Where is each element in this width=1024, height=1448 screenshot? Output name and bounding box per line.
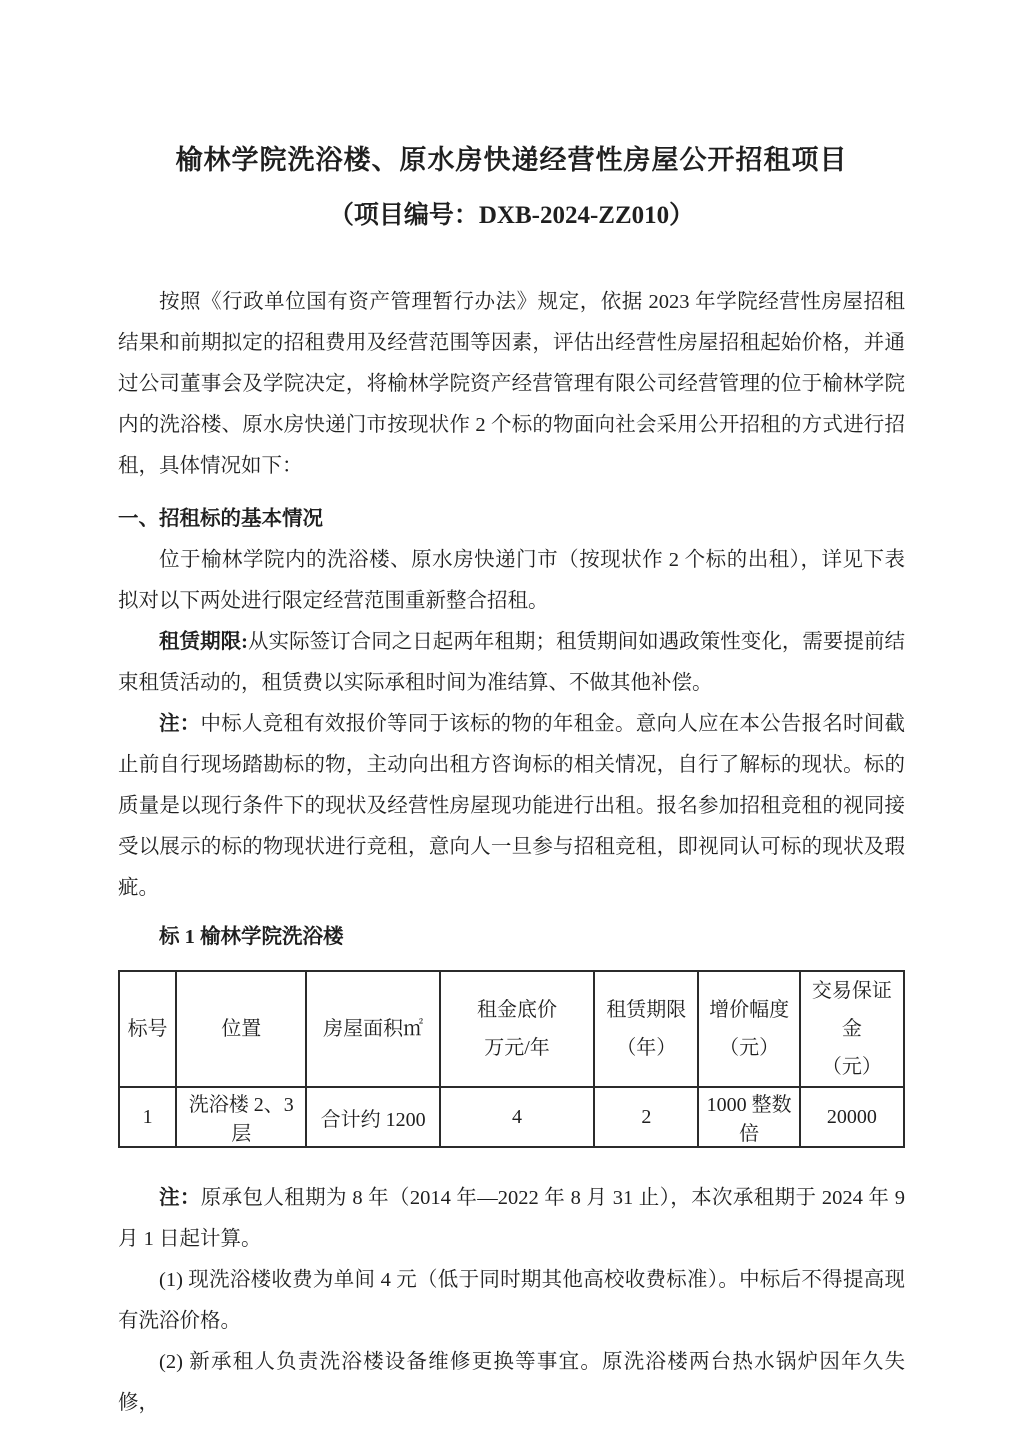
lease-term-label: 租赁期限: <box>159 631 248 653</box>
cell-location: 洗浴楼 2、3 层 <box>176 1087 306 1147</box>
col-header-line: 租金底价 <box>476 999 557 1021</box>
cell-lot-number: 1 <box>119 1087 176 1147</box>
col-header-line: 交易保证金 <box>811 980 892 1040</box>
cell-floor-area: 合计约 1200 <box>306 1087 439 1147</box>
lot1-heading: 标 1 榆林学院洗浴楼 <box>159 926 344 948</box>
col-header-lot-number <box>119 971 176 1087</box>
col-header-lease-term <box>594 971 698 1087</box>
col-header-location <box>176 971 306 1087</box>
col-header-line: （元） <box>719 1037 780 1059</box>
lease-term-paragraph <box>118 622 905 704</box>
col-header-line: 租赁期限 <box>606 999 687 1021</box>
cell-lease-term: 2 <box>594 1087 698 1147</box>
intro-paragraph: 按照《行政单位国有资产管理暂行办法》规定，依据 2023 年学院经营性房屋招租结果和前期拟定的招租费用及经营范围等因素，评估出经营性房屋招租起始价格，并通过公司董事会及学院决定，将榆林学院资产经营管理有限公司经营管理的位于榆林学院内的洗浴楼、原水房快递门市按现状作 2 个标的物面向社会采用公开招租的方式进行招租，具体情况如下： <box>118 291 905 477</box>
doc-title: 榆林学院洗浴楼、原水房快递经营性房屋公开招租项目 <box>175 145 848 175</box>
lot1-note-item-2: (2) 新承租人负责洗浴楼设备维修更换等事宜。原洗浴楼两台热水锅炉因年久失修， <box>118 1351 905 1414</box>
table-row <box>119 1087 904 1147</box>
col-header-bid-increment <box>698 971 799 1087</box>
lot1-table-header <box>119 971 904 1087</box>
col-header-line: （元） <box>821 1056 882 1078</box>
col-header-line: 增价幅度 <box>709 999 790 1021</box>
lot1-note-text: 原承包人租期为 8 年（2014 年—2022 年 8 月 31 止），本次承租期于 2024 年 9 月 1 日起计算。 <box>118 1187 905 1250</box>
section1-note-paragraph <box>118 704 905 909</box>
col-header-line: 房屋面积㎡ <box>323 1018 424 1040</box>
lot1-note-item-1: (1) 现洗浴楼收费为单间 4 元（低于同时期其他高校收费标准）。中标后不得提高现有洗浴价格。 <box>118 1269 905 1332</box>
section1-note-text: 中标人竞租有效报价等同于该标的物的年租金。意向人应在本公告报名时间截止前自行现场踏勘标的物，主动向出租方咨询标的相关情况，自行了解标的现状。标的质量是以现行条件下的现状及经营性房屋现功能进行出租。报名参加招租竞租的视同接受以展示的标的物现状进行竞租，意向人一旦参与招租竞租，即视同认可标的现状及瑕疵。 <box>118 713 906 899</box>
lot1-note-label: 注： <box>159 1187 201 1209</box>
col-header-line: 万元/年 <box>484 1037 550 1059</box>
col-header-base-rent <box>440 971 594 1087</box>
lease-term-text: 从实际签订合同之日起两年租期；租赁期间如遇政策性变化，需要提前结束租赁活动的，租赁费以实际承租时间为准结算、不做其他补偿。 <box>118 631 906 694</box>
cell-deposit: 20000 <box>800 1087 904 1147</box>
col-header-floor-area <box>306 971 439 1087</box>
doc-subtitle: （项目编号：DXB-2024-ZZ010） <box>328 202 695 229</box>
col-header-deposit <box>800 971 904 1087</box>
lot1-note-paragraph <box>118 1178 905 1260</box>
section1-heading: 一、招租标的基本情况 <box>118 508 323 530</box>
col-header-line: （年） <box>616 1037 677 1059</box>
col-header-line: 标号 <box>127 1018 168 1040</box>
cell-base-rent: 4 <box>440 1087 594 1147</box>
lot1-table <box>118 970 905 1148</box>
section1-note-label: 注： <box>159 713 201 735</box>
section1-overview-paragraph: 位于榆林学院内的洗浴楼、原水房快递门市（按现状作 2 个标的出租），详见下表拟对以下两处进行限定经营范围重新整合招租。 <box>118 549 905 612</box>
col-header-line: 位置 <box>221 1018 262 1040</box>
cell-bid-increment: 1000 整数倍 <box>698 1087 799 1147</box>
